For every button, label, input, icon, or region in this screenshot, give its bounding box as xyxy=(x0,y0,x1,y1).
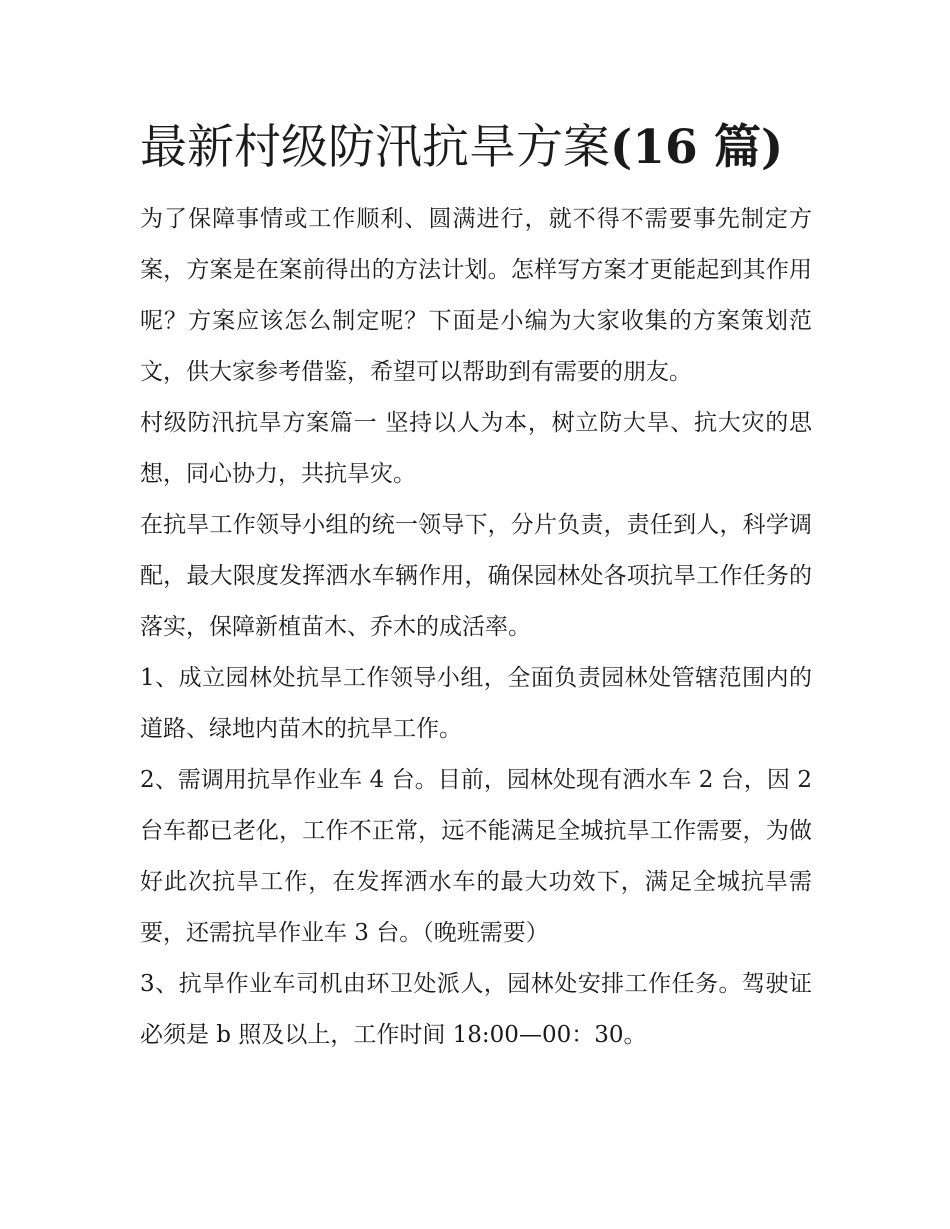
title-main: 最新村级防汛抗旱方案 xyxy=(140,120,610,175)
section-one-paragraph: 村级防汛抗旱方案篇一 坚持以人为本，树立防大旱、抗大灾的思想，同心协力，共抗旱灾。 xyxy=(140,410,812,487)
list-item-1: 1、成立园林处抗旱工作领导小组，全面负责园林处管辖范围内的道路、绿地内苗木的抗旱工作。 xyxy=(140,665,812,742)
list-item-2: 2、需调用抗旱作业车 4 台。目前，园林处现有洒水车 2 台，因 2 台车都已老化，工作不正常，远不能满足全城抗旱工作需要，为做好此次抗旱工作，在发挥洒水车的最大功效下，满足全城抗旱需要，还需抗旱作业车 3 台。（晚班需要） xyxy=(140,767,812,946)
intro-paragraph: 为了保障事情或工作顺利、圆满进行，就不得不需要事先制定方案，方案是在案前得出的方法计划。怎样写方案才更能起到其作用呢？方案应该怎么制定呢？下面是小编为大家收集的方案策划范文，供大家参考借鉴，希望可以帮助到有需要的朋友。 xyxy=(140,206,812,385)
body-paragraph: 在抗旱工作领导小组的统一领导下，分片负责，责任到人，科学调配，最大限度发挥洒水车辆作用，确保园林处各项抗旱工作任务的落实，保障新植苗木、乔木的成活率。 xyxy=(140,512,812,640)
document-body xyxy=(140,112,812,1061)
document-title xyxy=(140,112,812,184)
list-item-3: 3、抗旱作业车司机由环卫处派人，园林处安排工作任务。驾驶证必须是 b 照及以上，工作时间 18:00—00：30。 xyxy=(140,971,812,1048)
title-count: (16 篇) xyxy=(610,120,784,175)
